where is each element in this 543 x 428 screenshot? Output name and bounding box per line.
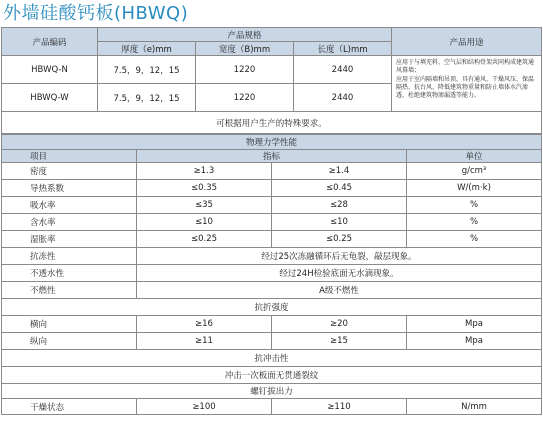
header-thickness: 厚度（e)mm [98,42,196,56]
flex-section-title: 抗折强度 [2,299,542,316]
table-row [2,399,542,415]
merged-value: 经过24H检验底面无水滴现象。 [137,265,542,282]
table-row [2,197,542,214]
screw-value-b: ≥110 [272,399,407,415]
usage-text-2: 应用于室内隔墙和吊顶，具有通风、干燥风压、保温隔热、抗台风、降低建筑物重量和防止墙体水汽渗透、杜绝建筑物渗漏透等能力。 [396,76,535,99]
table-row [2,248,542,265]
flex-value-b: ≥15 [272,333,407,350]
usage-cell [392,56,542,112]
mech-value-b: ≤28 [272,197,407,214]
merged-item: 不燃性 [2,282,137,299]
product-thickness: 7.5，9，12，15 [98,84,196,112]
mech-value-b: ≤10 [272,214,407,231]
mech-value-a: ≤0.25 [137,231,272,248]
table-row [2,282,542,299]
table-row [2,214,542,231]
impact-value: 冲击一次板面无贯通裂纹 [2,367,542,384]
usage-text-1: 应用于与填充料、空气层和结构骨架共同构成建筑通风幕墙； [396,59,535,74]
screw-section-title: 螺钉拔出力 [2,384,542,399]
mech-value-a: ≤35 [137,197,272,214]
mech-value-b: ≤0.25 [272,231,407,248]
mech-item: 密度 [2,163,137,180]
table-row [2,163,542,180]
mechanical-table [1,134,542,415]
table-row [2,231,542,248]
mech-value-b: ≤0.45 [272,180,407,197]
merged-item: 不透水性 [2,265,137,282]
mech-unit: W/(m·k) [407,180,542,197]
mech-value-a: ≥1.3 [137,163,272,180]
table-row [2,333,542,350]
table-row [2,316,542,333]
table-row [2,180,542,197]
screw-value-a: ≥100 [137,399,272,415]
impact-section-title: 抗冲击性 [2,350,542,367]
flex-item: 横向 [2,316,137,333]
mech-header-item: 项目 [2,150,137,163]
product-length: 2440 [294,56,392,84]
product-width: 1220 [196,84,294,112]
merged-value: 经过25次冻融循环后无龟裂，敲层现象。 [137,248,542,265]
header-product-code: 产品编码 [2,28,98,56]
mech-item: 湿胀率 [2,231,137,248]
flex-value-a: ≥11 [137,333,272,350]
flex-value-b: ≥20 [272,316,407,333]
mech-unit: % [407,214,542,231]
mech-unit: % [407,197,542,214]
mech-item: 含水率 [2,214,137,231]
mech-value-b: ≥1.4 [272,163,407,180]
mech-value-a: ≤10 [137,214,272,231]
flex-unit: Mpa [407,333,542,350]
flex-unit: Mpa [407,316,542,333]
mech-header-unit: 单位 [407,150,542,163]
product-thickness: 7.5，9，12，15 [98,56,196,84]
mech-unit: % [407,231,542,248]
mech-item: 导热系数 [2,180,137,197]
header-length: 长度（L)mm [294,42,392,56]
table-row [2,56,542,84]
screw-item: 干燥状态 [2,399,137,415]
mech-unit: g/cm³ [407,163,542,180]
custom-note: 可根据用户生产的特殊要求。 [2,112,542,134]
product-code: HBWQ-N [2,56,98,84]
merged-value: A级不燃性 [137,282,542,299]
page-title: 外墙硅酸钙板(HBWQ) [3,3,189,24]
mech-header-index: 指标 [137,150,407,163]
spec-table [1,27,542,134]
header-spec: 产品规格 [98,28,392,42]
product-width: 1220 [196,56,294,84]
screw-unit: N/mm [407,399,542,415]
mech-item: 吸水率 [2,197,137,214]
mech-section-title: 物理力学性能 [2,135,542,150]
flex-item: 纵向 [2,333,137,350]
product-length: 2440 [294,84,392,112]
flex-value-a: ≥16 [137,316,272,333]
header-width: 宽度（B)mm [196,42,294,56]
merged-item: 抗冻性 [2,248,137,265]
product-code: HBWQ-W [2,84,98,112]
header-usage: 产品用途 [392,28,542,56]
table-row [2,265,542,282]
mech-value-a: ≤0.35 [137,180,272,197]
